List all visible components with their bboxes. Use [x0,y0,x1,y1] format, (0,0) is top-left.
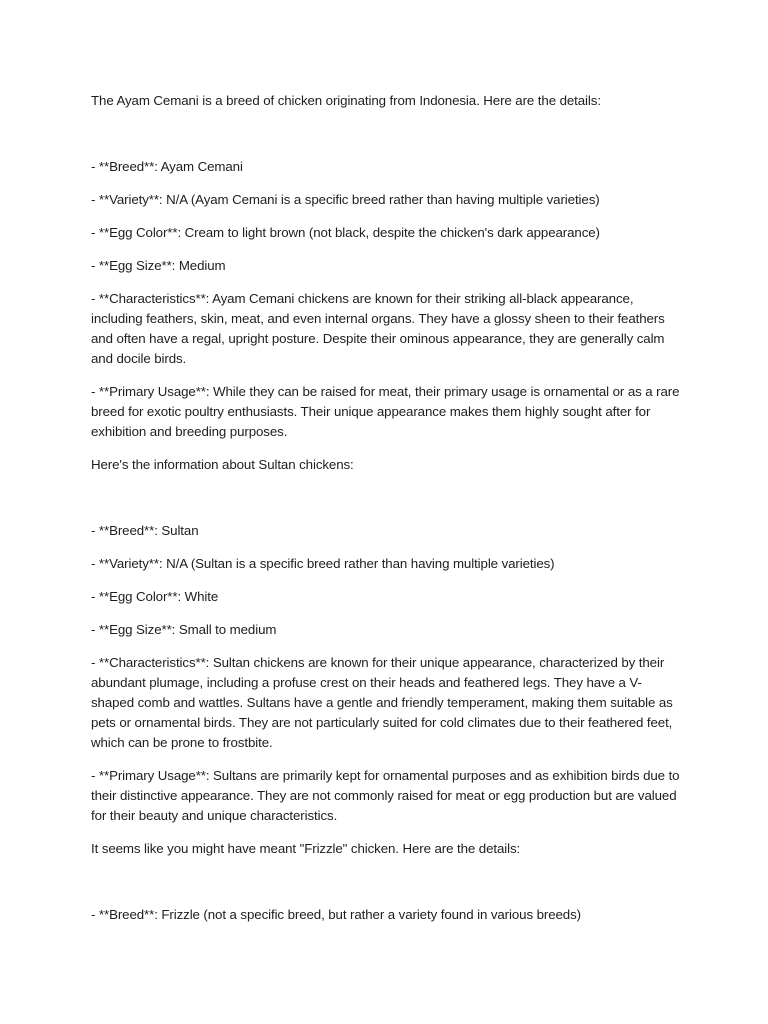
ayam-cemani-breed: - **Breed**: Ayam Cemani [91,159,243,174]
sultan-primary-usage: - **Primary Usage**: Sultans are primarily kept for ornamental purposes and as exhibition birds due to their distinctive appearance. They are not commonly raised for meat or egg production but are valued for their beauty and unique characteristics. [91,768,680,823]
intro-sultan: Here's the information about Sultan chickens: [91,457,354,472]
intro-ayam-cemani: The Ayam Cemani is a breed of chicken originating from Indonesia. Here are the details: [91,93,601,108]
document-body [91,91,681,938]
sultan-characteristics: - **Characteristics**: Sultan chickens are known for their unique appearance, characterized by their abundant plumage, including a profuse crest on their heads and feathered legs. They have a V-shaped comb and wattles. Sultans have a gentle and friendly temperament, making them suitable as pets or ornamental birds. They are not particularly suited for cold climates due to their feathered feet, which can be prone to frostbite. [91,655,673,750]
intro-frizzle: It seems like you might have meant "Frizzle" chicken. Here are the details: [91,841,521,856]
ayam-cemani-characteristics: - **Characteristics**: Ayam Cemani chickens are known for their striking all-black appearance, including feathers, skin, meat, and even internal organs. They have a glossy sheen to their feathers and often have a regal, upright posture. Despite their ominous appearance, they are generally calm and docile birds. [91,291,665,366]
frizzle-breed: - **Breed**: Frizzle (not a specific breed, but rather a variety found in various breeds) [91,907,581,922]
sultan-egg-color: - **Egg Color**: White [91,589,219,604]
ayam-cemani-egg-color: - **Egg Color**: Cream to light brown (not black, despite the chicken's dark appearance) [91,225,600,240]
sultan-variety: - **Variety**: N/A (Sultan is a specific breed rather than having multiple varieties) [91,556,555,571]
ayam-cemani-egg-size: - **Egg Size**: Medium [91,258,226,273]
ayam-cemani-primary-usage: - **Primary Usage**: While they can be raised for meat, their primary usage is ornamental or as a rare breed for exotic poultry enthusiasts. Their unique appearance makes them highly sought after for exhibition and breeding purposes. [91,384,680,439]
sultan-egg-size: - **Egg Size**: Small to medium [91,622,277,637]
ayam-cemani-variety: - **Variety**: N/A (Ayam Cemani is a specific breed rather than having multiple varieties) [91,192,600,207]
sultan-breed: - **Breed**: Sultan [91,523,199,538]
